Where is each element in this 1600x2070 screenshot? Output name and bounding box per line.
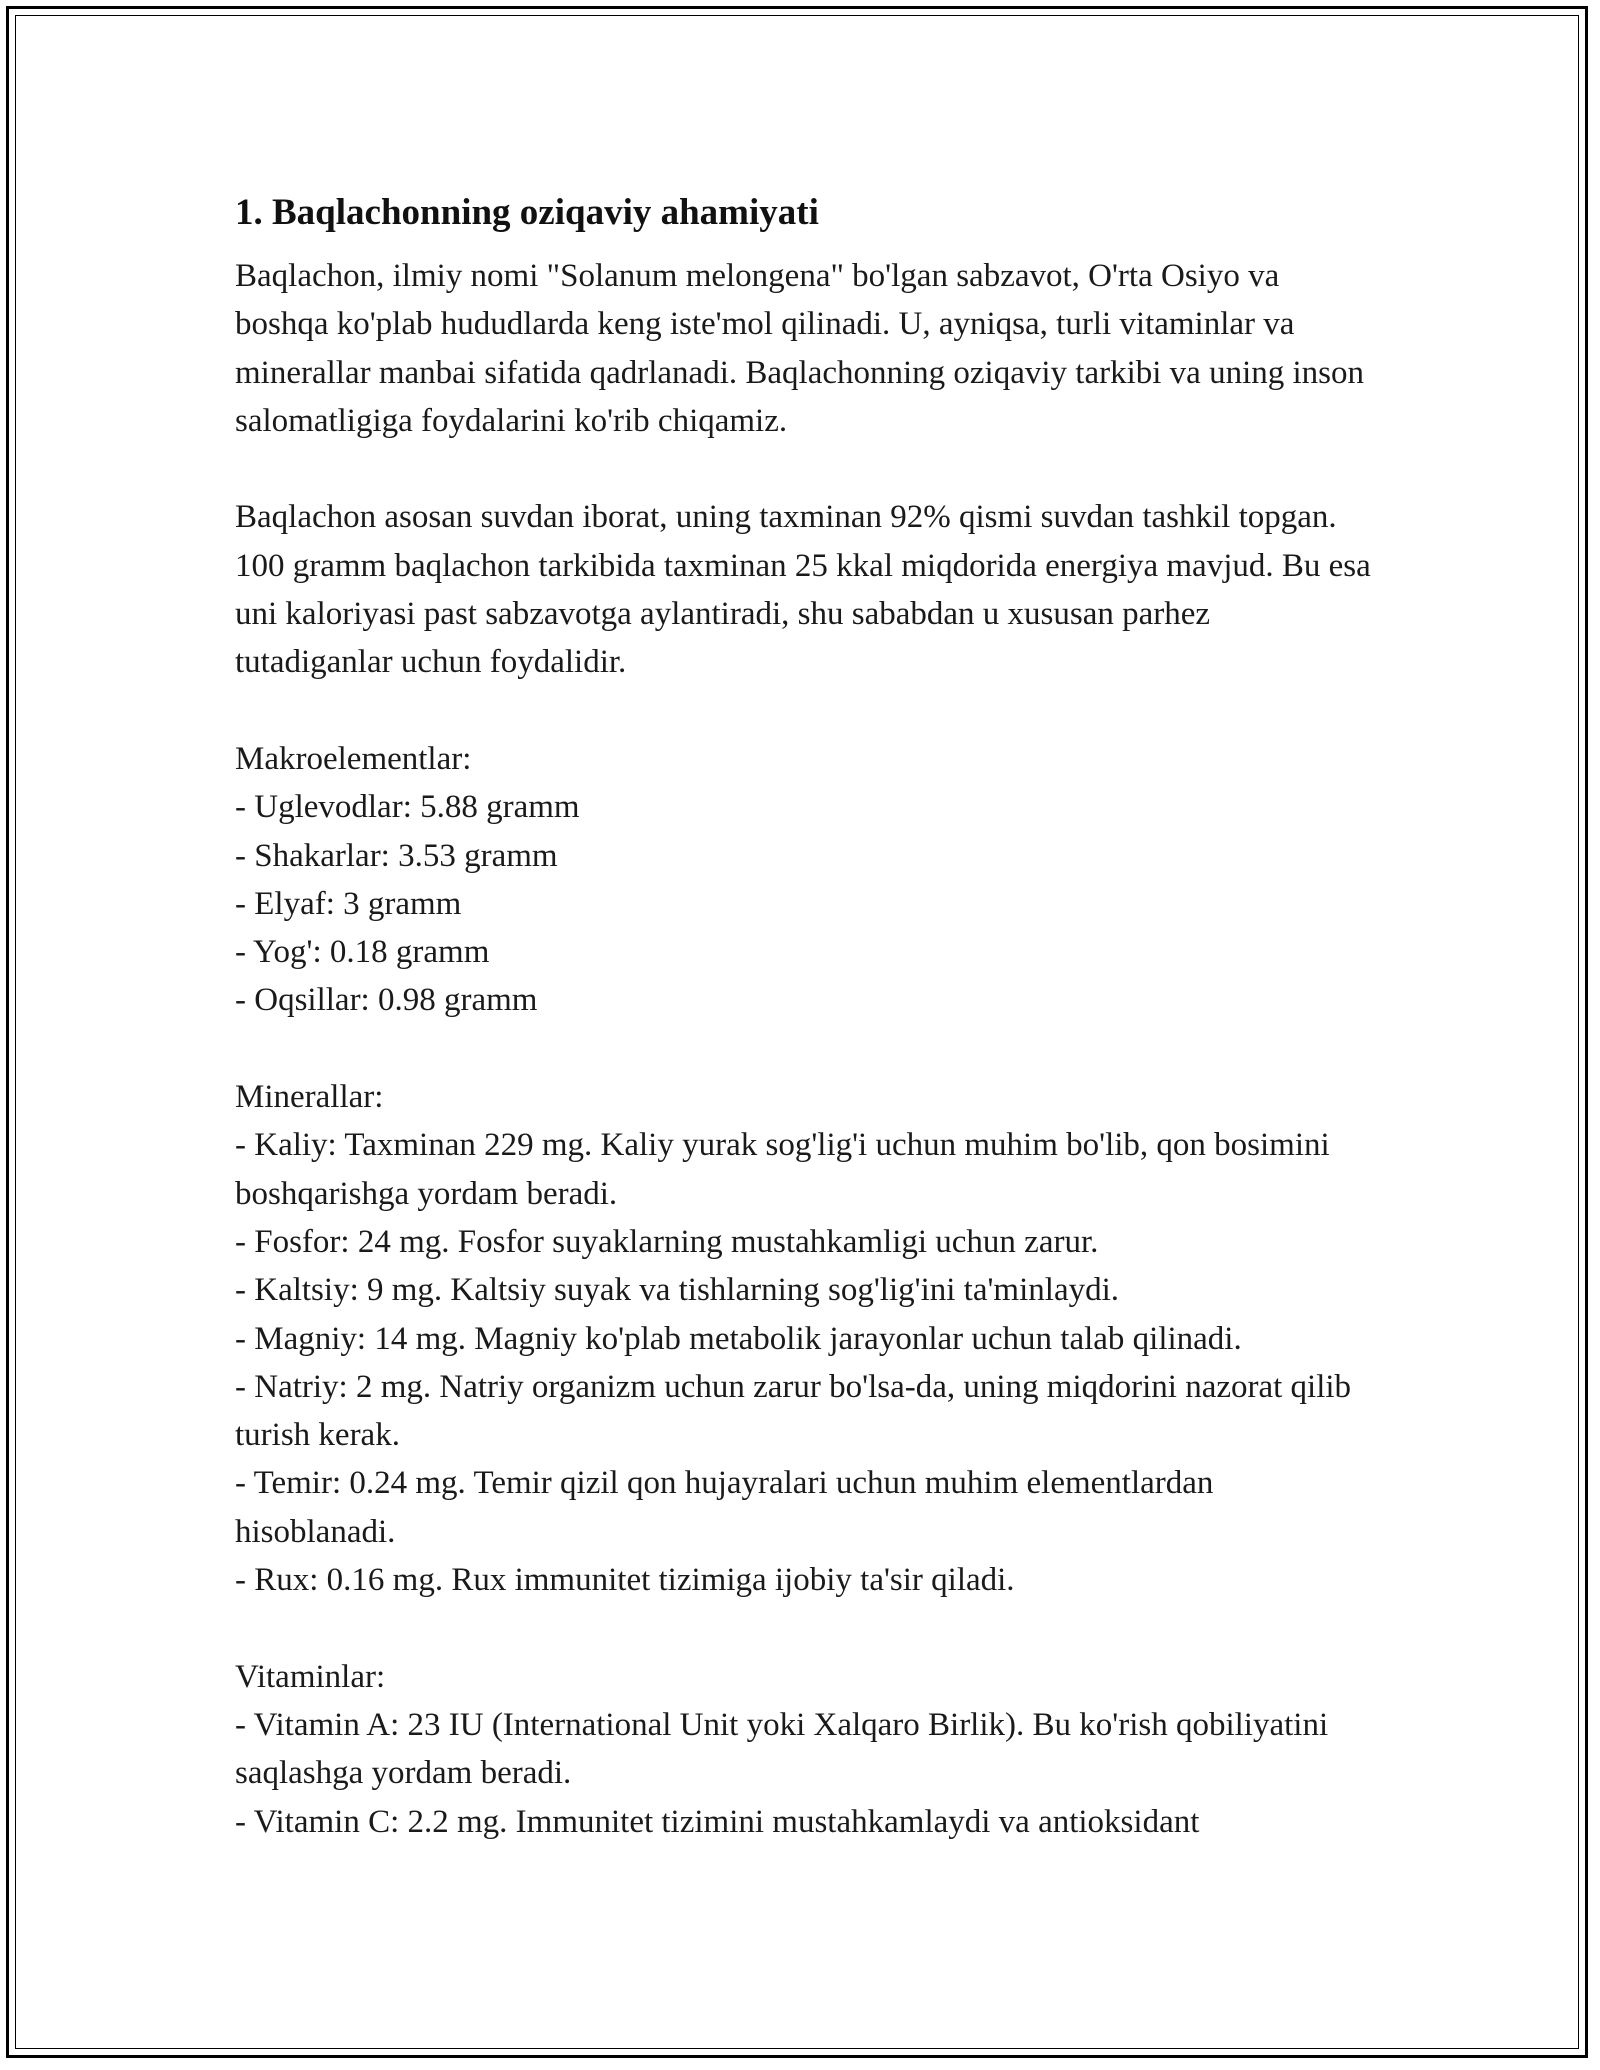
list-item: - Temir: 0.24 mg. Temir qizil qon hujayralari uchun muhim elementlardan hisoblanadi.: [235, 1465, 1214, 1550]
list-item: - Natriy: 2 mg. Natriy organizm uchun zarur bo'lsa-da, uning miqdorini nazorat qilib turish kerak.: [235, 1368, 1352, 1454]
list-item: - Yog': 0.18 gramm: [235, 934, 490, 971]
minerals-heading: Minerallar:: [235, 1079, 384, 1116]
list-item: - Shakarlar: 3.53 gramm: [235, 837, 558, 874]
section-title: 1. Baqlachonning oziqaviy ahamiyati: [235, 192, 819, 233]
list-item: - Rux: 0.16 mg. Rux immunitet tizimiga ijobiy ta'sir qiladi.: [235, 1562, 1015, 1599]
list-item: - Uglevodlar: 5.88 gramm: [235, 789, 580, 826]
intro-paragraph: Baqlachon, ilmiy nomi "Solanum melongena" bo'lgan sabzavot, O'rta Osiyo va boshqa ko'plab hududlarda keng iste'mol qilinadi. U, ayniqsa, turli vitaminlar va minerallar manbai sifatida qadrlanadi. Baqlachonning oziqaviy tarkibi va uning inson salomatligiga foydalarini ko'rib chiqamiz.: [235, 258, 1365, 439]
list-item: - Elyaf: 3 gramm: [235, 885, 462, 922]
minerals-section: [235, 1073, 1375, 1604]
list-item: - Oqsillar: 0.98 gramm: [235, 982, 538, 1019]
water-energy-paragraph: Baqlachon asosan suvdan iborat, uning taxminan 92% qismi suvdan tashkil topgan. 100 gramm baqlachon tarkibida taxminan 25 kkal miqdorida energiya mavjud. Bu esa uni kaloriyasi past sabzavotga aylantiradi, shu sababdan u xususan parhez tutadiganlar uchun foydalidir.: [235, 499, 1371, 681]
macroelements-section: [235, 735, 1375, 1025]
macroelements-heading: Makroelementlar:: [235, 740, 472, 777]
vitamins-section: [235, 1653, 1375, 1846]
list-item: - Vitamin C: 2.2 mg. Immunitet tizimini mustahkamlaydi va antioksidant: [235, 1803, 1200, 1840]
document-body: [235, 186, 1375, 1894]
list-item: - Magniy: 14 mg. Magniy ko'plab metabolik jarayonlar uchun talab qilinadi.: [235, 1320, 1242, 1357]
list-item: - Kaliy: Taxminan 229 mg. Kaliy yurak sog'lig'i uchun muhim bo'lib, qon bosimini boshqarishga yordam beradi.: [235, 1127, 1330, 1212]
list-item: - Fosfor: 24 mg. Fosfor suyaklarning mustahkamligi uchun zarur.: [235, 1223, 1099, 1260]
vitamins-heading: Vitaminlar:: [235, 1658, 386, 1695]
list-item: - Kaltsiy: 9 mg. Kaltsiy suyak va tishlarning sog'lig'ini ta'minlaydi.: [235, 1272, 1120, 1309]
list-item: - Vitamin A: 23 IU (International Unit yoki Xalqaro Birlik). Bu ko'rish qobiliyatini saqlashga yordam beradi.: [235, 1706, 1329, 1792]
